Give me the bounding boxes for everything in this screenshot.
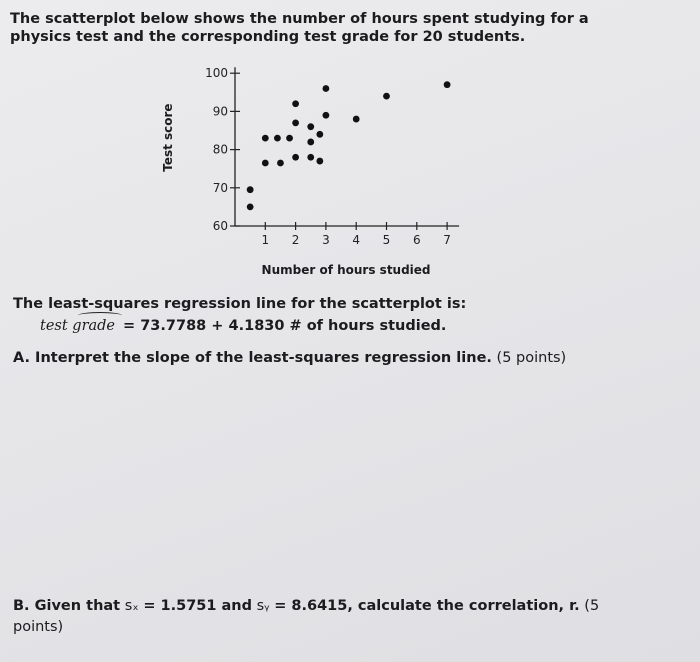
data-point — [262, 160, 269, 167]
y-tick-label: 80 — [212, 142, 228, 157]
scatterplot — [150, 62, 460, 284]
data-point — [292, 119, 299, 126]
question-b-points: (5 points) — [13, 598, 600, 635]
y-axis-title: Test score — [161, 103, 175, 172]
data-points — [247, 81, 451, 210]
data-point — [307, 139, 314, 146]
regression-intro: The least-squares regression line for the scatterplot is: — [13, 296, 467, 312]
data-point — [292, 154, 299, 161]
y-tick-label: 70 — [212, 180, 228, 195]
x-tick-label: 3 — [322, 233, 330, 247]
data-point — [316, 158, 323, 165]
question-a — [13, 350, 613, 366]
y-tick-label: 90 — [212, 104, 228, 119]
chart-axes — [235, 67, 459, 226]
regression-equation — [40, 318, 446, 334]
predicted-variable-label: test grade — [40, 318, 116, 334]
question-b — [13, 596, 613, 638]
predicted-variable — [40, 318, 115, 334]
data-point — [353, 116, 360, 123]
data-point — [277, 160, 284, 167]
x-tick-label: 4 — [352, 233, 361, 247]
sx-value: = 1.5751 and — [143, 598, 253, 614]
data-point — [262, 135, 269, 142]
data-point — [323, 85, 330, 92]
sy-value: = 8.6415, calculate the correlation, r. — [274, 598, 580, 614]
question-b-start: B. Given that — [13, 598, 121, 614]
question-a-text: A. Interpret the slope of the least-squares regression line. — [13, 350, 492, 366]
sx-symbol: sₓ — [124, 598, 139, 614]
data-point — [383, 93, 390, 100]
x-tick-label: 6 — [412, 233, 421, 247]
y-tick-label: 60 — [212, 219, 228, 233]
data-point — [444, 81, 451, 88]
x-tick-label: 2 — [291, 233, 300, 247]
x-tick-label: 1 — [261, 233, 270, 247]
data-point — [307, 154, 314, 161]
data-point — [247, 204, 254, 211]
data-point — [286, 135, 293, 142]
data-point — [274, 135, 281, 142]
x-tick-label: 7 — [443, 233, 451, 247]
hat-symbol — [78, 312, 122, 319]
data-point — [323, 112, 330, 119]
x-tick-label: 5 — [382, 233, 391, 247]
regression-formula: = 73.7788 + 4.1830 # of hours studied. — [123, 318, 447, 334]
sy-symbol: sᵧ — [256, 598, 270, 614]
data-point — [292, 100, 299, 107]
question-a-points: (5 points) — [496, 350, 567, 366]
data-point — [316, 131, 323, 138]
data-point — [307, 123, 314, 130]
intro-text: The scatterplot below shows the number of hours spent studying for a physics test and the corresponding test grade for 20 students. — [10, 11, 589, 45]
y-tick-label: 100 — [205, 66, 228, 81]
data-point — [247, 186, 254, 193]
x-axis-title: Number of hours studied — [261, 263, 431, 277]
